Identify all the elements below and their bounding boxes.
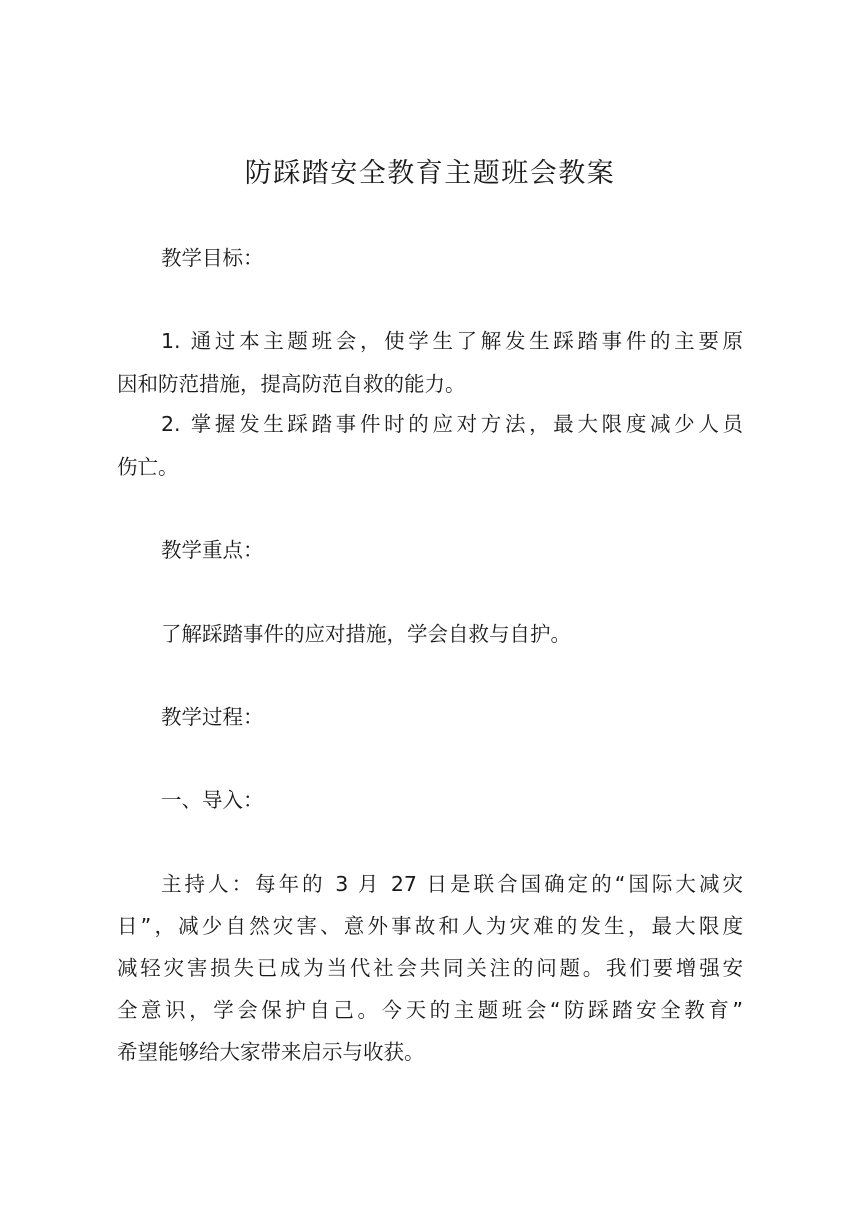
section-1-heading: 一、导入： [161, 788, 264, 812]
heading-teaching-key-points: 教学重点： [161, 538, 264, 562]
intro-paragraph-line-4: 全意识，学会保护自己。今天的主题班会“防踩踏安全教育” [117, 998, 743, 1022]
intro-paragraph-line-2: 日”，减少自然灾害、意外事故和人为灾难的发生，最大限度 [117, 914, 743, 938]
objective-1-line-2: 因和防范措施，提高防范自救的能力。 [117, 372, 466, 396]
intro-paragraph-line-1: 主持人：每年的 3 月 27 日是联合国确定的“国际大减灾 [161, 872, 743, 896]
objective-2-line-1: 2. 掌握发生踩踏事件时的应对方法，最大限度减少人员 [161, 412, 743, 436]
objective-2-line-2: 伤亡。 [117, 455, 179, 479]
intro-paragraph-line-5: 希望能够给大家带来启示与收获。 [117, 1040, 425, 1064]
objective-1-line-1: 1. 通过本主题班会，使学生了解发生踩踏事件的主要原 [161, 329, 743, 353]
document-title: 防踩踏安全教育主题班会教案 [244, 158, 616, 189]
key-points-text: 了解踩踏事件的应对措施，学会自救与自护。 [161, 622, 571, 646]
intro-paragraph-line-3: 减轻灾害损失已成为当代社会共同关注的问题。我们要增强安 [117, 956, 743, 980]
heading-teaching-process: 教学过程： [161, 705, 264, 729]
heading-teaching-objectives: 教学目标： [161, 246, 264, 270]
